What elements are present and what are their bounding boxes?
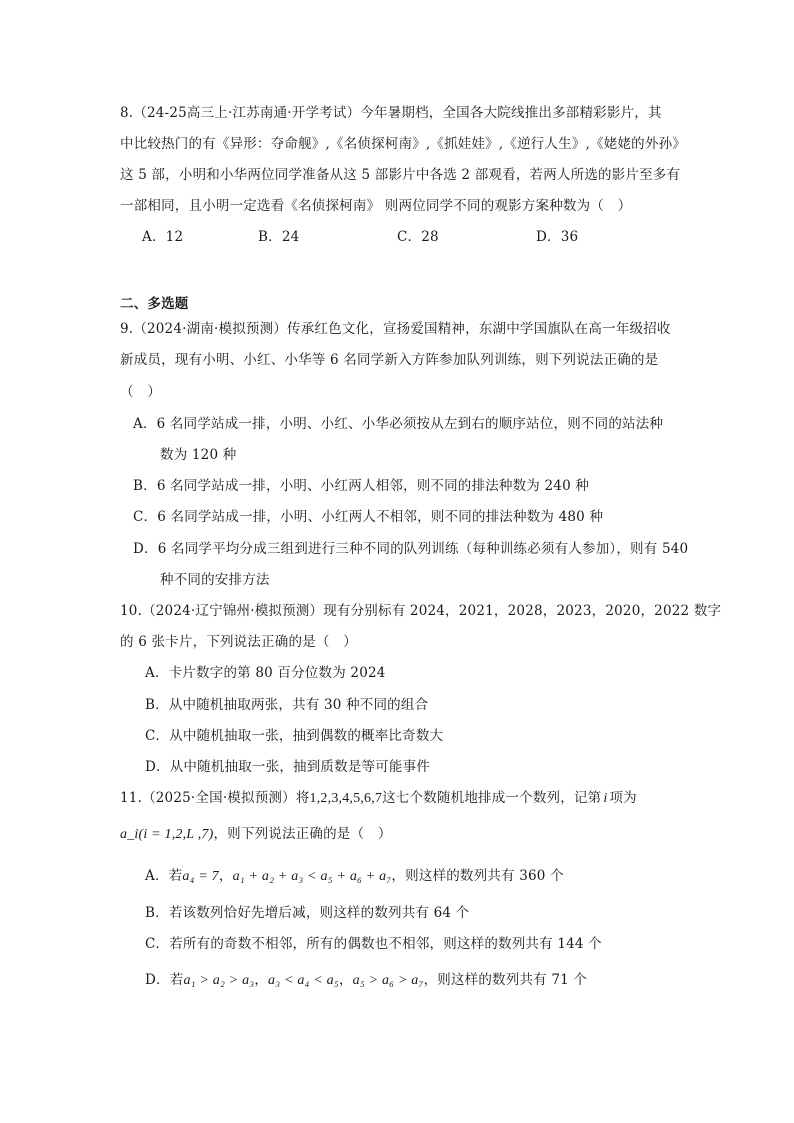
q11-index-variable: i [603, 791, 608, 806]
q9-line-3: （ ） [120, 384, 162, 400]
q8-option-b: B．24 [258, 229, 300, 245]
q8-option-a: A．12 [142, 229, 184, 245]
q9-option-a-line-1: A．6 名同学站成一排，小明、小红、小华必须按从左到右的顺序站位，则不同的站法种 [133, 416, 664, 432]
q11-line-1 [120, 788, 637, 809]
q9-option-d-line-1: D．6 名同学平均分成三组到进行三种不同的队列训练（每种训练必须有人参加），则有 540 [133, 541, 689, 557]
q8-line-2: 中比较热门的有《异形：夺命舰》,《名侦探柯南》,《抓娃娃》,《逆行人生》,《姥姥的外孙》 [120, 136, 686, 152]
q11-sequence-formula: a_i(i = 1,2,L ,7) [120, 827, 214, 842]
section-heading: 二、多选题 [120, 296, 189, 312]
q11-option-a-prefix: A．若 [145, 868, 183, 884]
q8-option-d: D．36 [536, 229, 579, 245]
q10-option-c: C．从中随机抽取一张，抽到偶数的概率比奇数大 [145, 728, 444, 744]
q10-option-d: D．从中随机抽取一张，抽到质数是等可能事件 [145, 759, 431, 775]
q11-line-2-text: ，则下列说法正确的是（ ） [213, 826, 392, 842]
q9-line-1: 9.（2024·湖南·模拟预测）传承红色文化，宣扬爱国精神，东湖中学国旗队在高一年级招收 [120, 321, 671, 337]
q11-option-a-separator: ， [218, 868, 233, 884]
q8-options [0, 227, 794, 247]
q10-line-1: 10.（2024·辽宁锦州·模拟预测）现有分别标有 2024，2021，2028，2023，2020，2022 数字 [120, 603, 722, 619]
q11-option-a-formula-2: a₁ + a₂ + a₃ < a₅ + a₆ + a₇ [232, 869, 392, 884]
q8-line-4: 一部相同，且小明一定选看《名侦探柯南》 则两位同学不同的观影方案种数为（ ） [120, 198, 632, 214]
q11-option-d-suffix: ，则这样的数列共有 71 个 [423, 972, 588, 988]
q11-option-d-formula-3: a₅ > a₆ > a₇ [352, 973, 424, 988]
q11-option-d-separator-2: ， [338, 972, 353, 988]
q11-line-1-suffix: 项为 [609, 790, 637, 806]
q9-option-c: C．6 名同学站成一排，小明、小红两人不相邻，则不同的排法种数为 480 种 [133, 509, 604, 525]
q8-line-3: 这 5 部，小明和小华两位同学准备从这 5 部影片中各选 2 部观看，若两人所选的影片至多有 [120, 167, 681, 183]
q11-line-2 [120, 824, 392, 845]
q11-option-d-separator-1: ， [254, 972, 269, 988]
q8-option-c: C．28 [397, 229, 439, 245]
q11-number-list: 1,2,3,4,5,6,7 [309, 791, 383, 806]
q11-option-b: B．若该数列恰好先增后减，则这样的数列共有 64 个 [145, 905, 470, 921]
q9-option-b: B．6 名同学站成一排，小明、小红两人相邻，则不同的排法种数为 240 种 [133, 478, 590, 494]
q11-option-a-suffix: ，则这样的数列共有 360 个 [391, 868, 564, 884]
q11-option-d-prefix: D．若 [145, 972, 184, 988]
q11-line-1-prefix: 11.（2025·全国·模拟预测）将 [120, 790, 310, 806]
q9-option-d-line-2: 种不同的安排方法 [160, 572, 270, 588]
q11-option-a [145, 866, 564, 887]
q8-line-1: 8.（24-25高三上·江苏南通·开学考试）今年暑期档，全国各大院线推出多部精彩影片，其 [120, 105, 662, 121]
q11-option-d-formula-2: a₃ < a₄ < a₅ [268, 973, 339, 988]
q9-option-a-line-2: 数为 120 种 [160, 447, 237, 463]
q11-line-1-middle: 这七个数随机地排成一个数列，记第 [382, 790, 602, 806]
q10-option-a: A．卡片数字的第 80 百分位数为 2024 [145, 665, 386, 681]
q11-option-a-formula-1: a₄ = 7 [182, 869, 219, 884]
q9-line-2: 新成员，现有小明、小红、小华等 6 名同学新入方阵参加队列训练，则下列说法正确的是 [120, 352, 659, 368]
q11-option-c: C．若所有的奇数不相邻，所有的偶数也不相邻，则这样的数列共有 144 个 [145, 936, 602, 952]
q10-option-b: B．从中随机抽取两张，共有 30 种不同的组合 [145, 697, 429, 713]
q11-option-d [145, 970, 587, 991]
q10-line-2: 的 6 张卡片，下列说法正确的是（ ） [120, 634, 357, 650]
q11-option-d-formula-1: a₁ > a₂ > a₃ [183, 973, 255, 988]
